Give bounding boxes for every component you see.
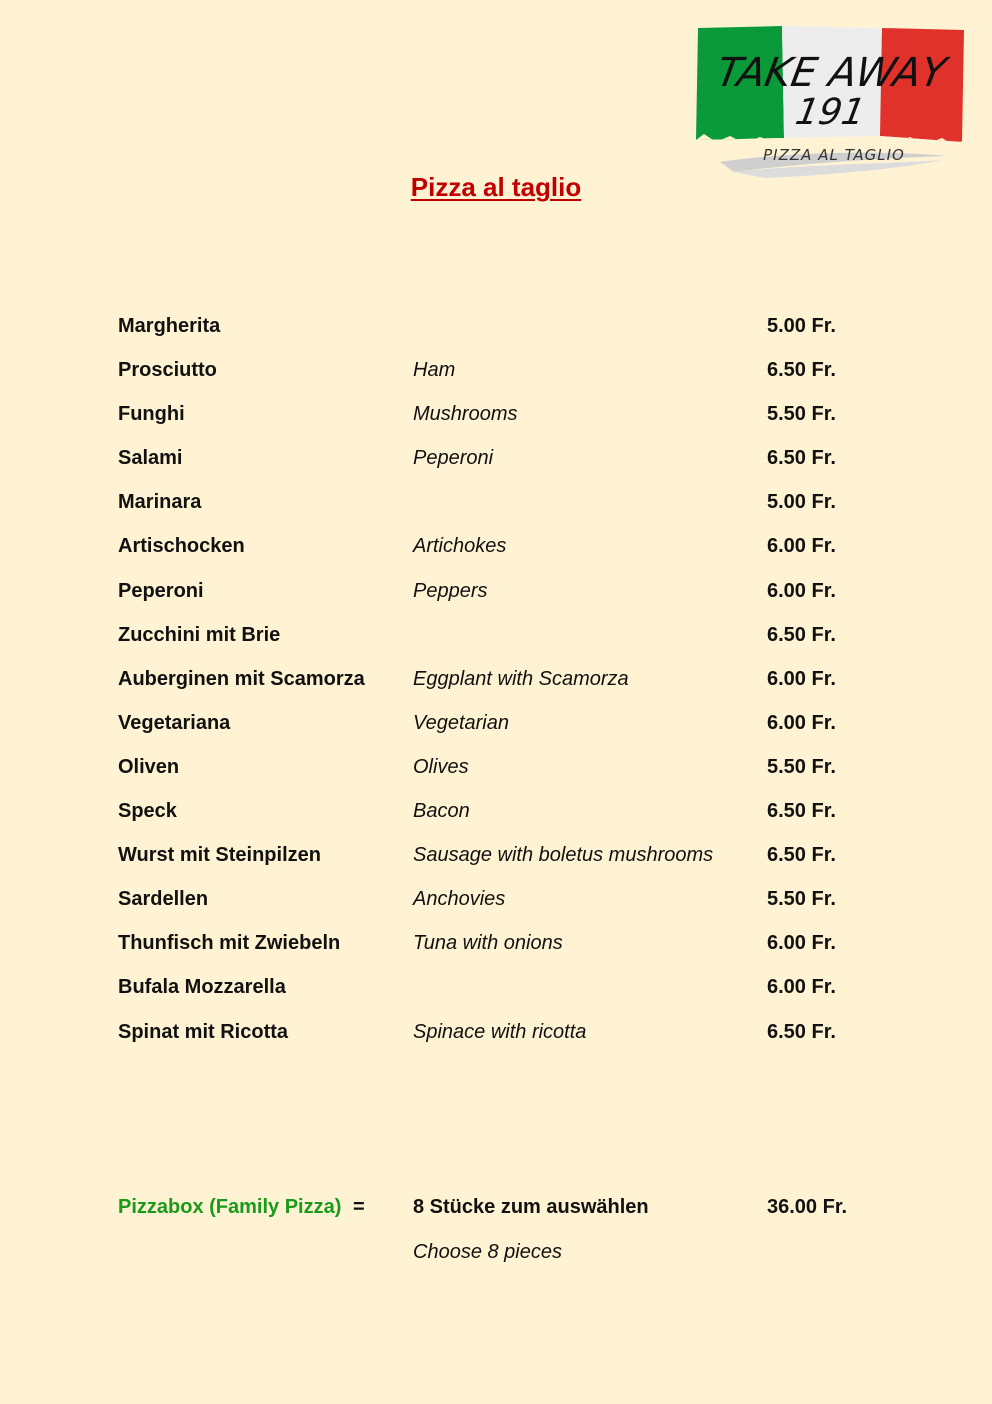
menu-item-price: 6.00 Fr. [767,667,836,690]
menu-item-english: Eggplant with Scamorza [413,667,629,690]
logo-line2: 191 [792,90,869,133]
menu-item-price: 6.50 Fr. [767,800,836,823]
menu-item-name: Thunfisch mit Zwiebeln [118,932,341,955]
menu-item-name: Spinat mit Ricotta [118,1020,289,1043]
pizzabox-description-de: 8 Stücke zum auswählen [413,1196,649,1218]
menu-item-name: Funghi [118,403,185,426]
menu-item-price: 5.00 Fr. [767,491,836,514]
menu-item-english: Mushrooms [413,403,518,426]
menu-item [118,973,918,1017]
menu-item [118,929,918,973]
menu-item-english: Artichokes [413,535,507,558]
menu-item [118,753,918,797]
menu-item-name: Vegetariana [118,711,231,734]
menu-item-price: 6.00 Fr. [767,711,836,734]
menu-item-english: Peperoni [413,447,494,470]
menu-item-name: Wurst mit Steinpilzen [118,844,321,867]
menu-item-english: Ham [413,359,456,382]
menu-item-name: Peperoni [118,579,204,602]
menu-item [118,577,918,621]
pizzabox-price: 36.00 Fr. [767,1196,848,1218]
pizzabox-label: Pizzabox (Family Pizza) [118,1196,342,1218]
menu-item [118,797,918,841]
menu-item [118,400,918,444]
menu-item-english: Vegetarian [413,711,509,734]
menu-item-price: 6.50 Fr. [767,359,836,382]
menu-item-english: Bacon [413,800,470,823]
menu-item-english: Olives [413,755,469,778]
menu-item-name: Auberginen mit Scamorza [118,667,365,690]
take-away-logo [694,24,968,184]
menu-item [118,312,918,356]
menu-item-price: 6.50 Fr. [767,447,836,470]
menu-item-name: Margherita [118,315,221,337]
menu-item-price: 5.00 Fr. [767,315,836,337]
menu-item [118,621,918,665]
menu-item-price: 5.50 Fr. [767,888,836,911]
menu-item-price: 6.00 Fr. [767,579,836,602]
menu-item-price: 6.50 Fr. [767,623,836,646]
menu-item-price: 5.50 Fr. [767,755,836,778]
menu-item-name: Speck [118,800,177,823]
menu-item-name: Prosciutto [118,359,217,382]
menu-item-name: Marinara [118,491,202,514]
menu-item [118,709,918,753]
menu-item [118,841,918,885]
menu-item-name: Sardellen [118,888,209,911]
logo-line1: TAKE AWAY [713,49,950,96]
menu-item-name: Zucchini mit Brie [118,623,281,646]
menu-item-english: Tuna with onions [413,932,563,955]
menu-item [118,356,918,400]
menu-item-price: 5.50 Fr. [767,403,836,426]
menu-item-english: Spinace with ricotta [413,1020,587,1043]
menu-item-name: Salami [118,447,183,470]
menu-item-name: Oliven [118,755,180,778]
menu-item [118,532,918,576]
menu-item-name: Artischocken [118,535,245,558]
menu-item-price: 6.00 Fr. [767,535,836,558]
logo-tagline: PIZZA AL TAGLIO [763,146,905,164]
menu-item-price: 6.00 Fr. [767,932,836,955]
pizzabox-description-en: Choose 8 pieces [413,1241,562,1263]
menu-item [118,444,918,488]
pizzabox-equals: = [353,1196,365,1218]
menu-item-name: Bufala Mozzarella [118,976,286,999]
menu-item-price: 6.50 Fr. [767,844,836,867]
menu-item-english: Sausage with boletus mushrooms [413,844,714,867]
page-title: Pizza al taglio [410,172,582,202]
menu-item-english: Peppers [413,579,488,602]
menu-item [118,665,918,709]
menu-item [118,885,918,929]
menu-item-english: Anchovies [413,888,506,911]
menu-item-price: 6.00 Fr. [767,976,836,999]
menu-list [118,312,918,1062]
menu-item [118,488,918,532]
menu-item [118,1018,918,1062]
menu-item-price: 6.50 Fr. [767,1020,836,1043]
